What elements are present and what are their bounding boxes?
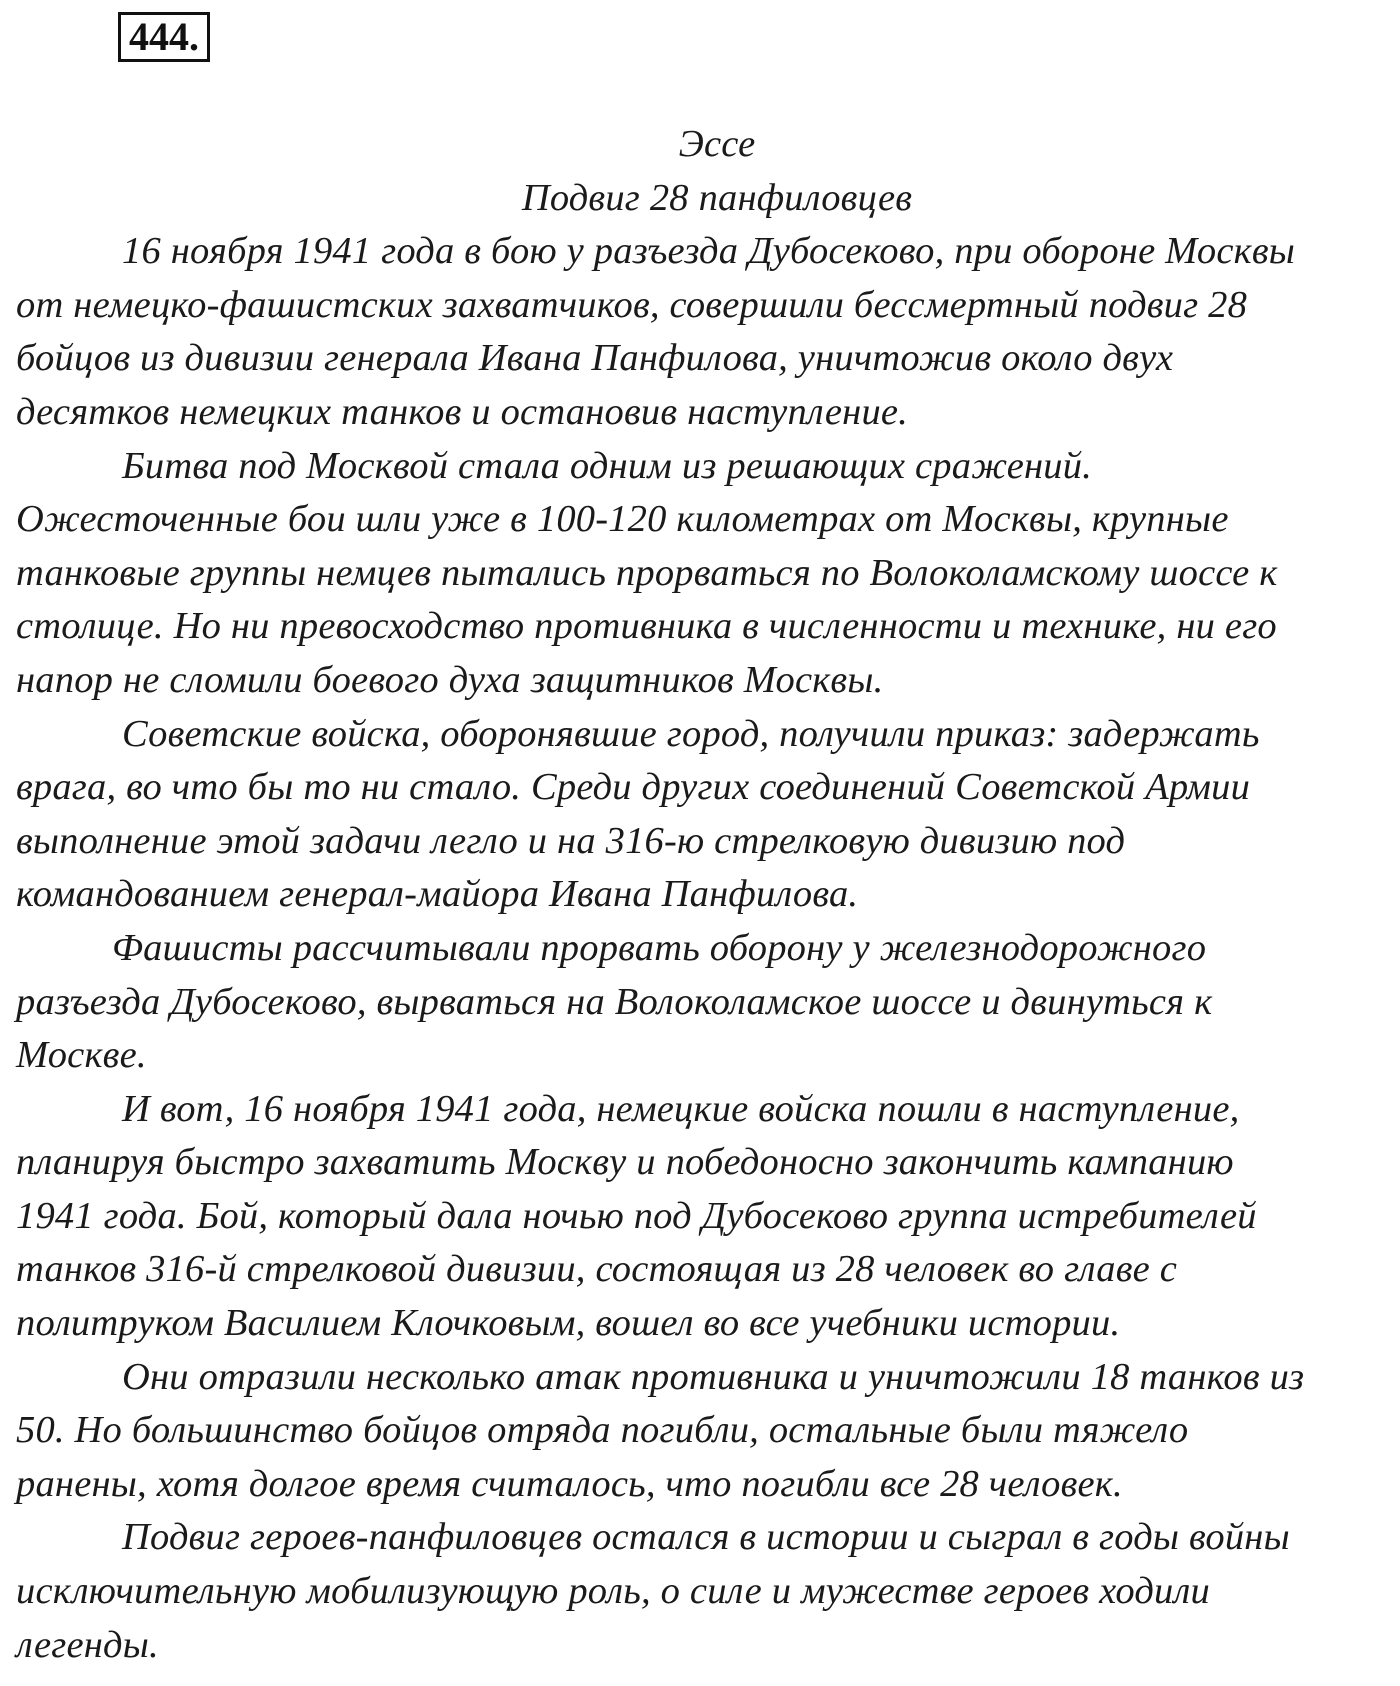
paragraph-line: И вот, 16 ноября 1941 года, немецкие войска пошли в наступление,	[122, 1087, 1240, 1130]
essay-paragraph	[16, 1083, 1388, 1351]
essay-text	[16, 118, 1388, 1672]
paragraph-line: политруком Василием Клочковым, вошел во все учебники истории.	[16, 1302, 1121, 1345]
paragraph-line: танковые группы немцев пытались прорваться по Волоколамскому шоссе к	[16, 551, 1278, 594]
paragraph-line: напор не сломили боевого духа защитников Москвы.	[16, 658, 884, 701]
paragraph-line: Фашисты рассчитывали прорвать оборону у железнодорожного	[112, 926, 1207, 969]
paragraph-line: 16 ноября 1941 года в бою у разъезда Дубосеково, при обороне Москвы	[122, 230, 1296, 273]
essay-paragraph	[16, 922, 1388, 1083]
paragraph-line: Ожесточенные бои шли уже в 100-120 километрах от Москвы, крупные	[16, 498, 1229, 541]
essay-paragraph	[16, 440, 1388, 708]
paragraph-line: 50. Но большинство бойцов отряда погибли, остальные были тяжело	[16, 1409, 1189, 1452]
paragraph-line: планируя быстро захватить Москву и победоносно закончить кампанию	[16, 1141, 1234, 1184]
paragraph-line: врага, во что бы то ни стало. Среди других соединений Советской Армии	[16, 766, 1251, 809]
paragraph-line: от немецко-фашистских захватчиков, совершили бессмертный подвиг 28	[16, 283, 1248, 326]
essay-paragraph	[16, 1511, 1388, 1672]
paragraph-line: исключительную мобилизующую роль, о силе и мужестве героев ходили	[16, 1570, 1210, 1613]
paragraph-line: Они отразили несколько атак противника и уничтожили 18 танков из	[122, 1355, 1305, 1398]
paragraph-line: бойцов из дивизии генерала Ивана Панфилова, уничтожив около двух	[16, 337, 1174, 380]
paragraph-line: Битва под Москвой стала одним из решающих сражений.	[122, 444, 1093, 487]
exercise-number: 444.	[118, 12, 210, 62]
paragraph-line: десятков немецких танков и остановив наступление.	[16, 390, 909, 433]
paragraph-line: командованием генерал-майора Ивана Панфилова.	[16, 873, 859, 916]
paragraph-line: Подвиг героев-панфиловцев остался в истории и сыграл в годы войны	[122, 1516, 1290, 1559]
paragraph-line: 1941 года. Бой, который дала ночью под Дубосеково группа истребителей	[16, 1194, 1257, 1237]
essay-title: Эссе	[678, 123, 756, 165]
essay-paragraph	[16, 708, 1388, 922]
paragraph-line: столице. Но ни превосходство противника в численности и технике, ни его	[16, 605, 1277, 648]
essay-paragraph	[16, 225, 1388, 439]
essay-body	[16, 225, 1388, 1672]
paragraph-line: легенды.	[16, 1623, 159, 1666]
paragraph-line: танков 316-й стрелковой дивизии, состоящая из 28 человек во главе с	[16, 1248, 1178, 1291]
essay-subtitle: Подвиг 28 панфиловцев	[521, 176, 913, 219]
essay-paragraph	[16, 1351, 1388, 1512]
paragraph-line: Советские войска, оборонявшие город, получили приказ: задержать	[122, 712, 1260, 755]
paragraph-line: разъезда Дубосеково, вырваться на Волоколамское шоссе и двинуться к	[16, 980, 1213, 1023]
paragraph-line: ранены, хотя долгое время считалось, что погибли все 28 человек.	[16, 1462, 1123, 1505]
paragraph-line: выполнение этой задачи легло и на 316-ю стрелковую дивизию под	[16, 819, 1126, 862]
paragraph-line: Москве.	[16, 1034, 147, 1077]
